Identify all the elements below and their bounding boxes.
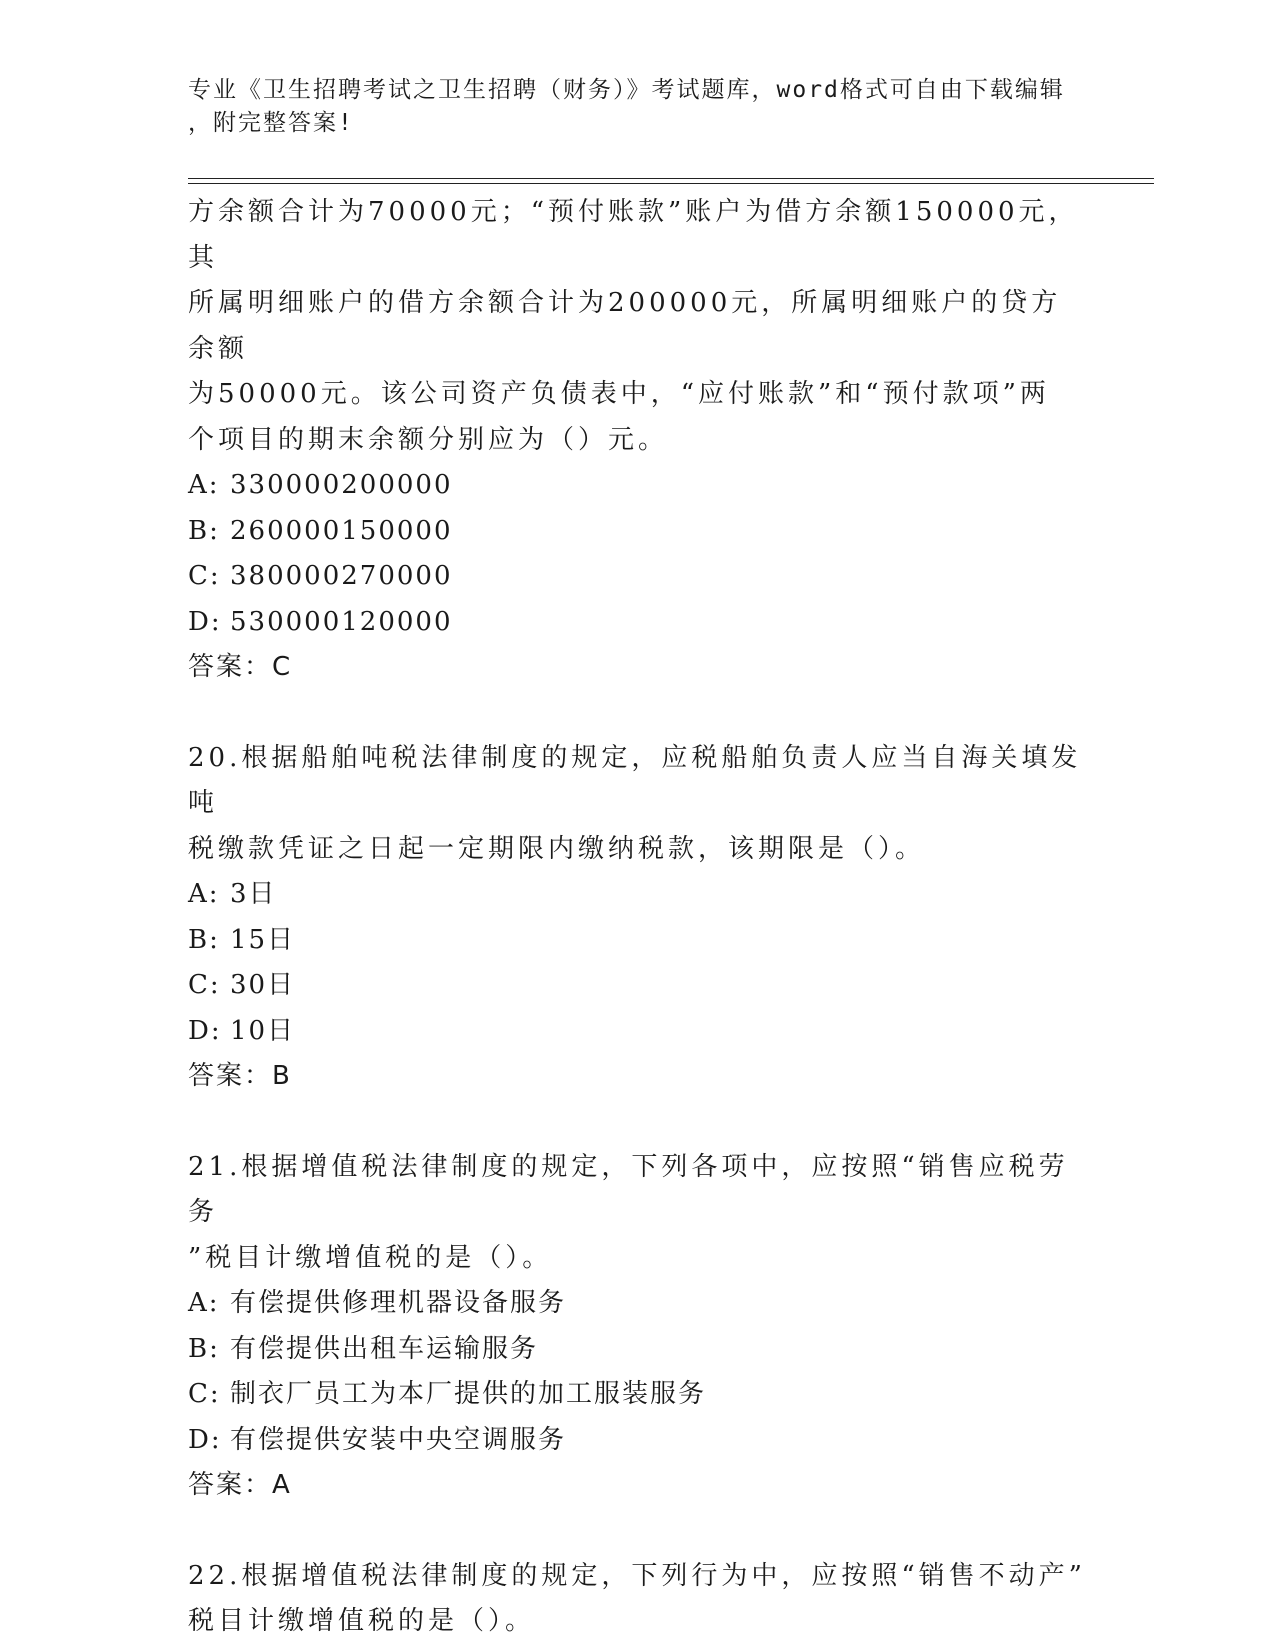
option-a: A: 3日 — [188, 879, 277, 909]
option-c: C: 380000270000 — [188, 561, 453, 591]
question-text-line: 个项目的期末余额分别应为（）元。 — [188, 424, 669, 455]
option-c: C: 制衣厂员工为本厂提供的加工服装服务 — [188, 1379, 707, 1409]
header-divider — [188, 178, 1154, 184]
option-a: A: 330000200000 — [188, 470, 453, 500]
question-19 — [188, 190, 1088, 691]
option-d: D: 10日 — [188, 1015, 296, 1046]
question-text-line: 21.根据增值税法律制度的规定，下列各项中，应按照“销售应税劳务 — [188, 1151, 1069, 1227]
question-text-line: ”税目计缴增值税的是（）。 — [188, 1242, 553, 1273]
page-header — [188, 74, 1088, 140]
question-text-line: 20.根据船舶吨税法律制度的规定，应税船舶负责人应当自海关填发吨 — [188, 742, 1082, 818]
question-22 — [188, 1554, 1088, 1645]
option-b: B: 260000150000 — [188, 515, 453, 546]
question-text-line: 方余额合计为70000元；“预付账款”账户为借方余额150000元，其 — [188, 197, 1079, 273]
option-c: C: 30日 — [188, 970, 296, 1000]
question-20 — [188, 736, 1088, 1100]
option-b: B: 有偿提供出租车运输服务 — [188, 1333, 539, 1364]
page-content — [188, 190, 1088, 1645]
answer-line: 答案：C — [188, 652, 293, 682]
option-a: A: 有偿提供修理机器设备服务 — [188, 1288, 567, 1318]
question-text-line: 税目计缴增值税的是（）。 — [188, 1606, 536, 1636]
question-21 — [188, 1145, 1088, 1509]
header-line-1: 专业《卫生招聘考试之卫生招聘（财务）》考试题库，word格式可自由下载编辑 — [188, 77, 1065, 103]
question-text-line: 为50000元。该公司资产负债表中，“应付账款”和“预付款项”两 — [188, 379, 1050, 409]
option-d: D: 530000120000 — [188, 606, 453, 637]
answer-line: 答案：B — [188, 1061, 292, 1091]
header-line-2: ，附完整答案! — [188, 110, 354, 136]
option-d: D: 有偿提供安装中央空调服务 — [188, 1424, 567, 1455]
question-text-line: 所属明细账户的借方余额合计为200000元，所属明细账户的贷方余额 — [188, 288, 1062, 364]
question-text-line: 税缴款凭证之日起一定期限内缴纳税款，该期限是（）。 — [188, 833, 926, 864]
answer-line: 答案：A — [188, 1470, 292, 1500]
option-b: B: 15日 — [188, 924, 296, 955]
question-text-line: 22.根据增值税法律制度的规定，下列行为中，应按照“销售不动产” — [188, 1560, 1086, 1591]
